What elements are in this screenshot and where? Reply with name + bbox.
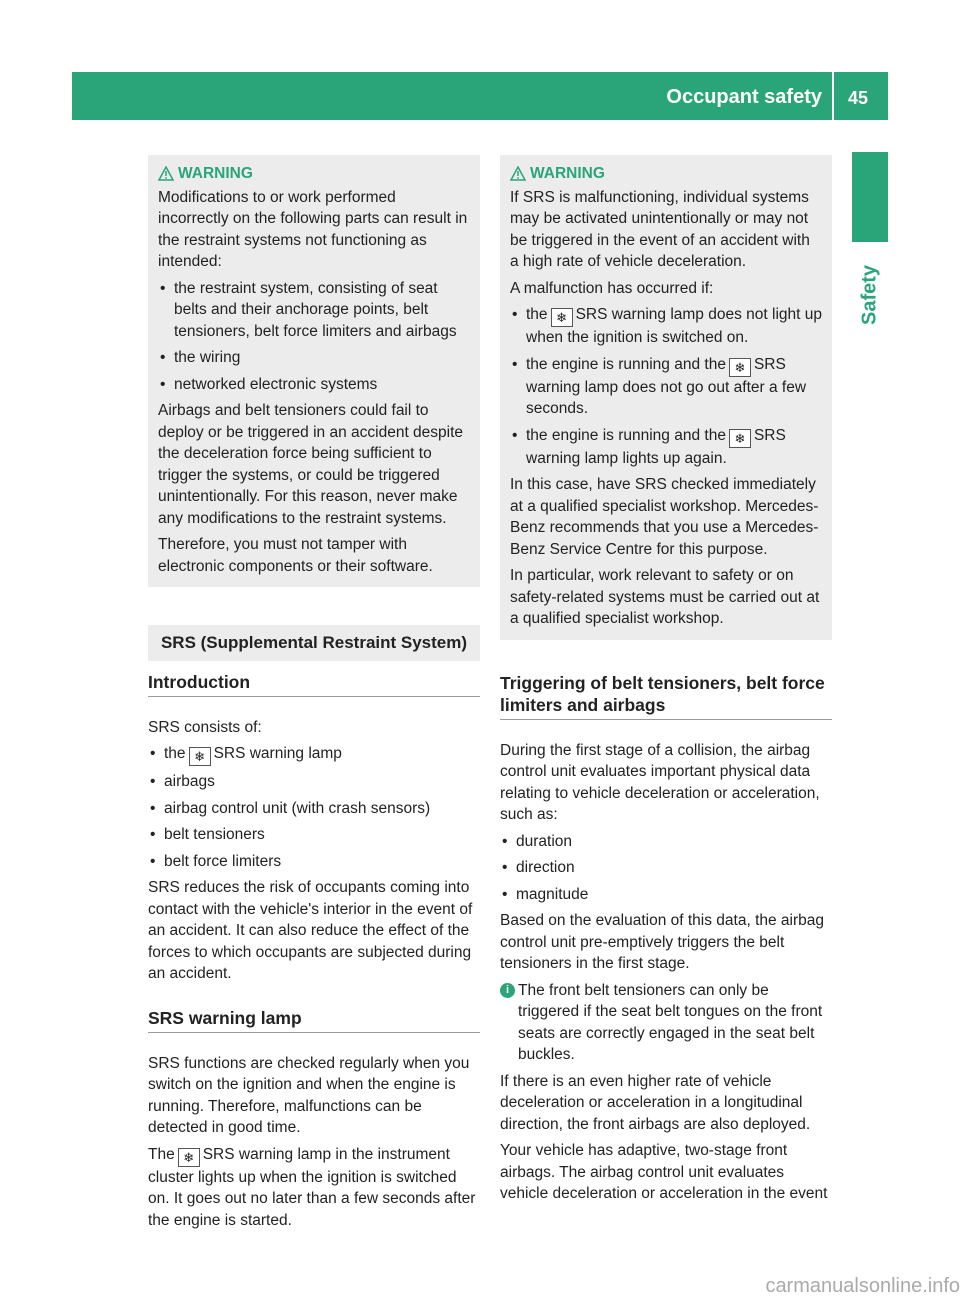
warning-text: In particular, work relevant to safety or on safety-related systems must be carried out at a qualified specialist workshop.: [510, 567, 820, 627]
subsection-title: SRS warning lamp: [148, 1007, 480, 1033]
warning-text: Airbags and belt tensioners could fail to deploy or be triggered in an accident despite the deceleration force being sufficient to trigger the systems, or could be triggered unintentionally. For this reason, never make any modifications to the restraint systems.: [158, 402, 464, 527]
list-item: • airbags: [148, 771, 480, 793]
list-item: • the ❄ SRS warning lamp: [148, 743, 480, 766]
list-item: • duration: [500, 831, 832, 853]
srs-seat-icon: ❄: [729, 429, 751, 448]
paragraph: Based on the evaluation of this data, the airbag control unit pre-emptively triggers the belt tensioners in the first stage.: [500, 912, 825, 972]
warning-text: If SRS is malfunctioning, individual systems may be activated unintentionally or may not be triggered in the event of an accident with a high rate of vehicle deceleration.: [510, 188, 810, 270]
srs-seat-icon: ❄: [551, 308, 573, 327]
warning-text: Therefore, you must not tamper with electronic components or their software.: [158, 536, 433, 575]
paragraph: During the first stage of a collision, the airbag control unit evaluates important physical data relating to vehicle deceleration or acceleration, such as:: [500, 741, 820, 823]
warning-title: WARNING: [510, 163, 822, 185]
list-item: • direction: [500, 857, 832, 879]
subsection-title: Introduction: [148, 671, 480, 697]
list-item: • the engine is running and the ❄ SRS warning lamp does not go out after a few seconds.: [510, 354, 822, 420]
warning-title: WARNING: [158, 163, 470, 185]
section-title: SRS (Supplemental Restraint System): [148, 625, 480, 661]
list-item: • the ❄ SRS warning lamp does not light up when the ignition is switched on.: [510, 304, 822, 349]
warning-triangle-icon: [510, 166, 526, 181]
list-item: • magnitude: [500, 884, 832, 906]
paragraph: Your vehicle has adaptive, two-stage front airbags. The airbag control unit evaluates vehicle deceleration or acceleration in the event: [500, 1142, 828, 1202]
side-chapter-label: Safety: [858, 264, 881, 326]
right-column: [500, 155, 832, 1210]
srs-seat-icon: ❄: [189, 747, 211, 766]
page-section-title: Occupant safety: [666, 86, 822, 108]
list-item: • networked electronic systems: [158, 374, 470, 396]
paragraph: SRS consists of:: [148, 718, 262, 736]
list-item: • the engine is running and the ❄ SRS warning lamp lights up again.: [510, 425, 822, 470]
left-column: [148, 155, 480, 1236]
srs-seat-icon: ❄: [729, 358, 751, 377]
info-icon: i: [500, 983, 515, 998]
paragraph: The ❄ SRS warning lamp in the instrument cluster lights up when the ignition is switched on. It goes out no later than a few seconds after the engine is started.: [148, 1145, 476, 1229]
footer-watermark: carmanualsonline.info: [765, 1275, 960, 1297]
warning-box: [500, 155, 832, 640]
list-item: • the restraint system, consisting of seat belts and their anchorage points, belt tensioners, belt force limiters and airbags: [158, 278, 470, 343]
warning-text: In this case, have SRS checked immediately at a qualified specialist workshop. Mercedes-Benz recommends that you use a Mercedes-Benz Service Centre for this purpose.: [510, 476, 819, 558]
paragraph: SRS functions are checked regularly when you switch on the ignition and when the engine is running. Therefore, malfunctions can be detected in good time.: [148, 1054, 470, 1136]
warning-triangle-icon: [158, 166, 174, 181]
list-item: • belt tensioners: [148, 824, 480, 846]
header-divider: [832, 72, 834, 120]
paragraph: If there is an even higher rate of vehicle deceleration or acceleration in a longitudinal direction, the front airbags are also deployed.: [500, 1072, 811, 1133]
warning-text: A malfunction has occurred if:: [510, 279, 714, 297]
srs-seat-icon: ❄: [178, 1148, 200, 1167]
list-item: • airbag control unit (with crash sensors): [148, 798, 480, 820]
page-number: 45: [848, 88, 869, 108]
list-item: • belt force limiters: [148, 851, 480, 873]
warning-text: Modifications to or work performed incorrectly on the following parts can result in the restraint systems not functioning as intended:: [158, 188, 468, 270]
list-item: • the wiring: [158, 347, 470, 369]
info-note: i The front belt tensioners can only be triggered if the seat belt tongues on the front seats are correctly engaged in the seat belt buckles.: [500, 980, 832, 1066]
warning-box: [148, 155, 480, 587]
side-tab: [852, 152, 888, 242]
paragraph: SRS reduces the risk of occupants coming into contact with the vehicle's interior in the event of an accident. It can also reduce the effect of the forces to which occupants are subjected during an accident.: [148, 879, 473, 982]
subsection-title: Triggering of belt tensioners, belt force limiters and airbags: [500, 672, 832, 720]
